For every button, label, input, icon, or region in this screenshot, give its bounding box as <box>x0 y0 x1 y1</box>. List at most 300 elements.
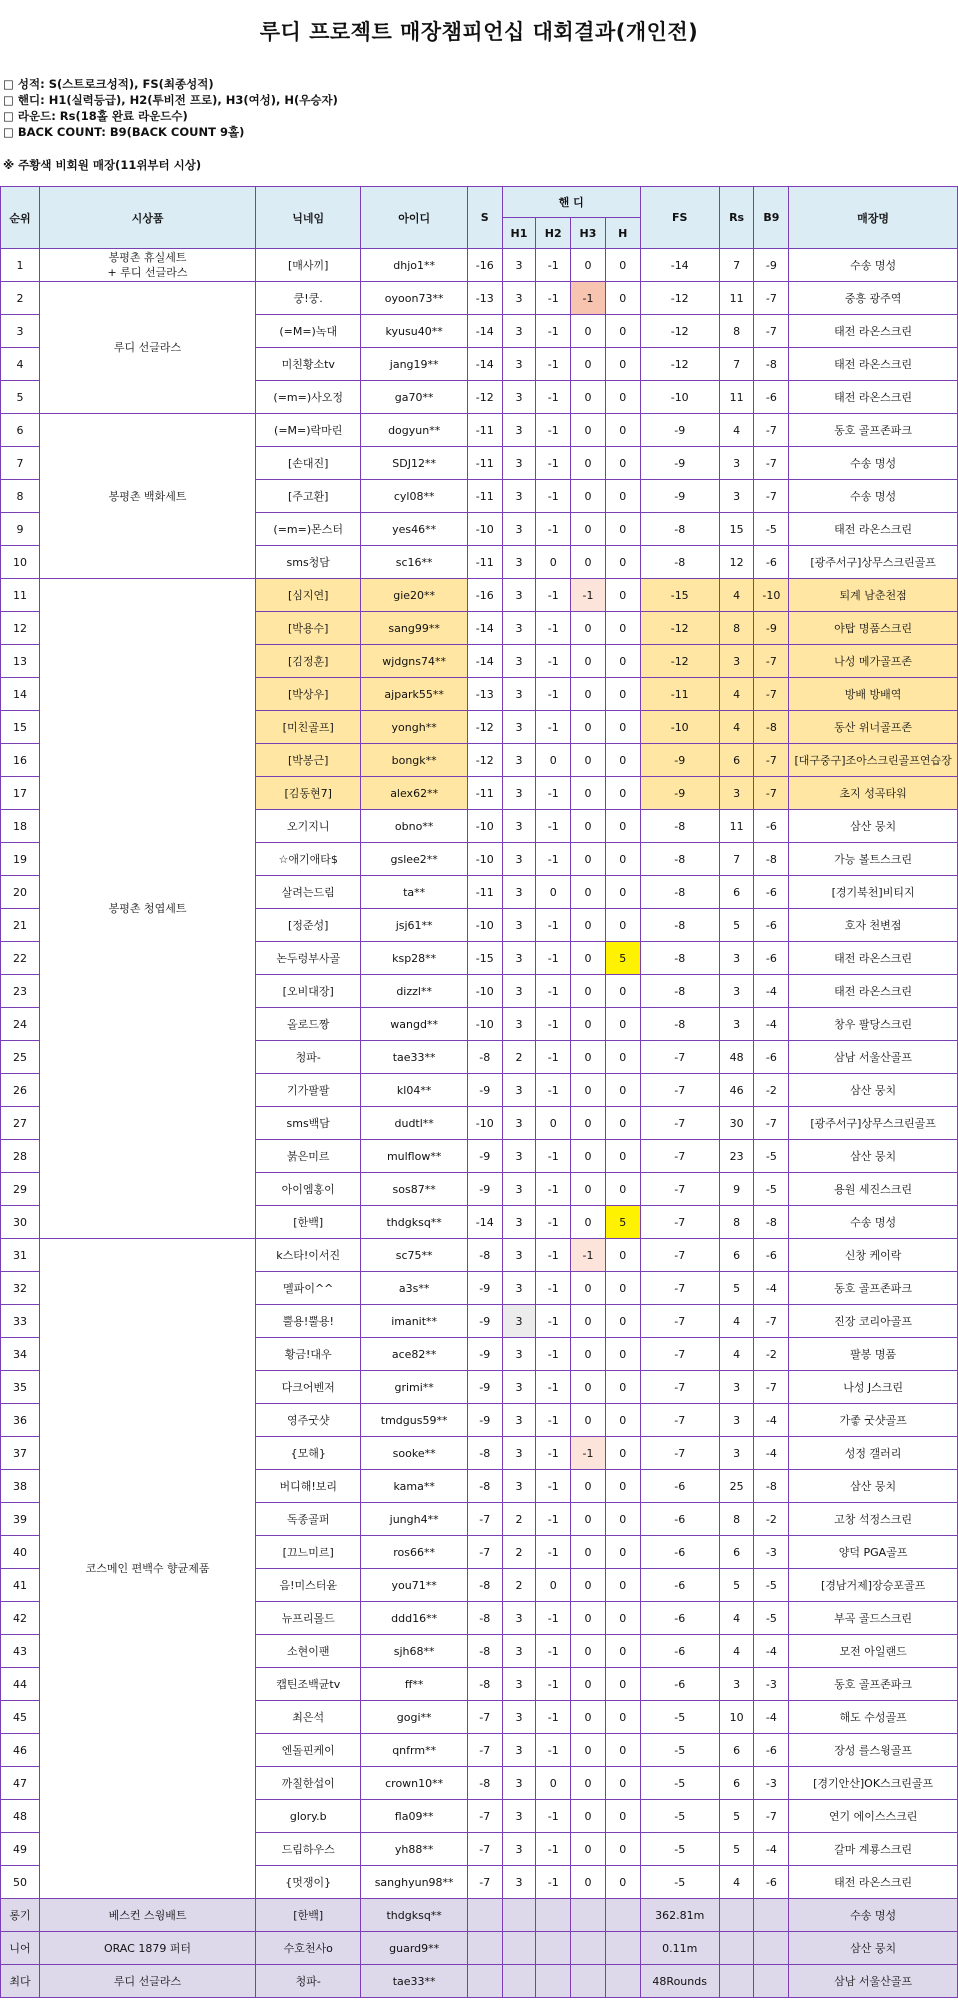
cell-store: [대구중구]조아스크린골프연습장 <box>789 744 958 777</box>
cell-h: 0 <box>605 876 640 909</box>
cell-h2: -1 <box>536 1140 571 1173</box>
col-h: H <box>605 218 640 249</box>
cell-h: 0 <box>605 1833 640 1866</box>
cell-rs: 6 <box>719 1734 754 1767</box>
cell-h: 0 <box>605 1074 640 1107</box>
cell-h1: 3 <box>502 1767 536 1800</box>
cell-h: 0 <box>605 1503 640 1536</box>
cell-h: 0 <box>605 1602 640 1635</box>
cell-h: 0 <box>605 249 640 282</box>
empty-cell <box>571 1965 606 1998</box>
cell-h2: -1 <box>536 810 571 843</box>
empty-cell <box>536 1965 571 1998</box>
cell-fs: -12 <box>640 645 719 678</box>
cell-h: 0 <box>605 381 640 414</box>
empty-cell <box>719 1899 754 1932</box>
cell-rank: 14 <box>1 678 40 711</box>
cell-b9: -4 <box>754 1008 789 1041</box>
special-nickname: [한백] <box>256 1899 361 1932</box>
cell-h3: 0 <box>571 1635 606 1668</box>
cell-id: SDJ12** <box>361 447 467 480</box>
cell-store: 해도 수성골프 <box>789 1701 958 1734</box>
cell-h: 0 <box>605 1635 640 1668</box>
cell-h1: 3 <box>502 513 536 546</box>
cell-h2: -1 <box>536 909 571 942</box>
cell-store: 모전 아일랜드 <box>789 1635 958 1668</box>
cell-nickname: [손대진] <box>256 447 361 480</box>
cell-rs: 11 <box>719 282 754 315</box>
cell-rs: 6 <box>719 1239 754 1272</box>
cell-id: thdgksq** <box>361 1206 467 1239</box>
cell-fs: -7 <box>640 1404 719 1437</box>
cell-s: -8 <box>467 1635 502 1668</box>
cell-h2: -1 <box>536 414 571 447</box>
cell-rank: 47 <box>1 1767 40 1800</box>
cell-b9: -5 <box>754 1140 789 1173</box>
cell-h2: -1 <box>536 1338 571 1371</box>
col-h1: H1 <box>502 218 536 249</box>
cell-rank: 39 <box>1 1503 40 1536</box>
cell-h2: -1 <box>536 1866 571 1899</box>
cell-h1: 3 <box>502 942 536 975</box>
cell-h2: -1 <box>536 348 571 381</box>
cell-id: sanghyun98** <box>361 1866 467 1899</box>
col-prize: 시상품 <box>39 187 255 249</box>
cell-h: 0 <box>605 1470 640 1503</box>
cell-h3: 0 <box>571 1206 606 1239</box>
cell-h3: -1 <box>571 579 606 612</box>
cell-h1: 3 <box>502 876 536 909</box>
cell-fs: -8 <box>640 942 719 975</box>
cell-nickname: [주고환] <box>256 480 361 513</box>
cell-h: 0 <box>605 1800 640 1833</box>
cell-rank: 24 <box>1 1008 40 1041</box>
cell-s: -8 <box>467 1767 502 1800</box>
special-value: 48Rounds <box>640 1965 719 1998</box>
cell-store: 수송 명성 <box>789 249 958 282</box>
cell-rank: 22 <box>1 942 40 975</box>
cell-h1: 3 <box>502 1074 536 1107</box>
cell-store: 삼남 서울산골프 <box>789 1041 958 1074</box>
cell-h1: 3 <box>502 1602 536 1635</box>
cell-h2: -1 <box>536 1635 571 1668</box>
cell-fs: -5 <box>640 1833 719 1866</box>
cell-s: -7 <box>467 1701 502 1734</box>
cell-nickname: [매사끼] <box>256 249 361 282</box>
special-id: thdgksq** <box>361 1899 467 1932</box>
cell-rs: 3 <box>719 777 754 810</box>
legend <box>3 76 338 140</box>
cell-h3: 0 <box>571 1602 606 1635</box>
cell-rs: 15 <box>719 513 754 546</box>
cell-fs: -9 <box>640 447 719 480</box>
col-fs: FS <box>640 187 719 249</box>
cell-fs: -5 <box>640 1866 719 1899</box>
cell-h3: 0 <box>571 1140 606 1173</box>
empty-cell <box>467 1932 502 1965</box>
cell-nickname: 드림하우스 <box>256 1833 361 1866</box>
cell-nickname: glory.b <box>256 1800 361 1833</box>
cell-b9: -7 <box>754 744 789 777</box>
cell-s: -11 <box>467 480 502 513</box>
cell-b9: -4 <box>754 1404 789 1437</box>
cell-h3: 0 <box>571 1470 606 1503</box>
cell-h3: 0 <box>571 480 606 513</box>
cell-rank: 33 <box>1 1305 40 1338</box>
legend-line-score: □ 성적: S(스트로크성적), FS(최종성적) <box>3 77 214 91</box>
cell-rank: 20 <box>1 876 40 909</box>
cell-rank: 48 <box>1 1800 40 1833</box>
col-s: S <box>467 187 502 249</box>
cell-h: 0 <box>605 579 640 612</box>
cell-h1: 3 <box>502 1140 536 1173</box>
cell-nickname: 영주굿샷 <box>256 1404 361 1437</box>
cell-rank: 49 <box>1 1833 40 1866</box>
cell-fs: -9 <box>640 744 719 777</box>
cell-store: 태전 라온스크린 <box>789 942 958 975</box>
cell-h2: -1 <box>536 1008 571 1041</box>
empty-cell <box>502 1932 536 1965</box>
cell-s: -10 <box>467 1008 502 1041</box>
special-awards <box>1 1899 958 1998</box>
cell-h2: -1 <box>536 381 571 414</box>
cell-rank: 29 <box>1 1173 40 1206</box>
special-value: 0.11m <box>640 1932 719 1965</box>
cell-rs: 4 <box>719 579 754 612</box>
cell-rs: 3 <box>719 645 754 678</box>
cell-rs: 6 <box>719 876 754 909</box>
cell-store: 퇴계 남춘천점 <box>789 579 958 612</box>
cell-rs: 4 <box>719 414 754 447</box>
cell-store: 성정 갤러리 <box>789 1437 958 1470</box>
col-store: 매장명 <box>789 187 958 249</box>
cell-h2: -1 <box>536 975 571 1008</box>
cell-fs: -12 <box>640 348 719 381</box>
cell-s: -7 <box>467 1866 502 1899</box>
cell-rank: 1 <box>1 249 40 282</box>
cell-rs: 4 <box>719 1635 754 1668</box>
cell-s: -10 <box>467 909 502 942</box>
cell-s: -8 <box>467 1041 502 1074</box>
cell-id: grimi** <box>361 1371 467 1404</box>
cell-nickname: 뿔용!뿔용! <box>256 1305 361 1338</box>
cell-h2: -1 <box>536 1668 571 1701</box>
cell-rs: 25 <box>719 1470 754 1503</box>
cell-fs: -5 <box>640 1701 719 1734</box>
cell-h1: 3 <box>502 744 536 777</box>
cell-rs: 5 <box>719 1800 754 1833</box>
cell-nickname: (=m=)사오정 <box>256 381 361 414</box>
cell-id: sc16** <box>361 546 467 579</box>
col-h3: H3 <box>571 218 606 249</box>
cell-store: 삼산 뭉치 <box>789 1140 958 1173</box>
cell-id: sc75** <box>361 1239 467 1272</box>
cell-id: kl04** <box>361 1074 467 1107</box>
cell-store: 중흥 광주역 <box>789 282 958 315</box>
cell-rs: 8 <box>719 612 754 645</box>
cell-fs: -6 <box>640 1602 719 1635</box>
cell-h3: 0 <box>571 1668 606 1701</box>
cell-id: wangd** <box>361 1008 467 1041</box>
cell-s: -8 <box>467 1437 502 1470</box>
cell-fs: -7 <box>640 1239 719 1272</box>
cell-rs: 6 <box>719 1536 754 1569</box>
cell-store: 태전 라온스크린 <box>789 975 958 1008</box>
cell-h3: 0 <box>571 447 606 480</box>
cell-store: 야탑 명품스크린 <box>789 612 958 645</box>
cell-rank: 36 <box>1 1404 40 1437</box>
cell-rank: 42 <box>1 1602 40 1635</box>
cell-h3: 0 <box>571 1305 606 1338</box>
cell-store: [광주서구]상무스크린골프 <box>789 546 958 579</box>
cell-h3: 0 <box>571 711 606 744</box>
cell-rank: 18 <box>1 810 40 843</box>
cell-h2: -1 <box>536 480 571 513</box>
cell-fs: -6 <box>640 1668 719 1701</box>
cell-fs: -5 <box>640 1734 719 1767</box>
special-value: 362.81m <box>640 1899 719 1932</box>
cell-h: 5 <box>605 942 640 975</box>
cell-rank: 32 <box>1 1272 40 1305</box>
cell-rank: 6 <box>1 414 40 447</box>
cell-h2: -1 <box>536 1239 571 1272</box>
special-id: guard9** <box>361 1932 467 1965</box>
special-award-row <box>1 1899 958 1932</box>
cell-fs: -11 <box>640 678 719 711</box>
cell-id: gslee2** <box>361 843 467 876</box>
special-award: 니어 <box>1 1932 40 1965</box>
cell-h1: 2 <box>502 1536 536 1569</box>
cell-rs: 8 <box>719 315 754 348</box>
cell-rs: 7 <box>719 843 754 876</box>
cell-h2: 0 <box>536 1569 571 1602</box>
cell-h: 0 <box>605 546 640 579</box>
cell-rs: 8 <box>719 1503 754 1536</box>
cell-h3: 0 <box>571 975 606 1008</box>
cell-b9: -10 <box>754 579 789 612</box>
special-prize: ORAC 1879 퍼터 <box>39 1932 255 1965</box>
cell-h2: 0 <box>536 546 571 579</box>
cell-store: 장성 를스윙골프 <box>789 1734 958 1767</box>
cell-rs: 9 <box>719 1173 754 1206</box>
cell-b9: -2 <box>754 1074 789 1107</box>
col-handicap-group: 핸 디 <box>502 187 640 218</box>
cell-rs: 7 <box>719 348 754 381</box>
cell-h: 0 <box>605 1536 640 1569</box>
cell-nickname: 다크어벤저 <box>256 1371 361 1404</box>
cell-b9: -4 <box>754 1437 789 1470</box>
cell-h3: 0 <box>571 381 606 414</box>
cell-rs: 3 <box>719 1668 754 1701</box>
cell-b9: -3 <box>754 1668 789 1701</box>
cell-store: 호자 천변점 <box>789 909 958 942</box>
empty-cell <box>754 1965 789 1998</box>
cell-h2: -1 <box>536 1602 571 1635</box>
legend-line-round: □ 라운드: Rs(18홀 완료 라운드수) <box>3 109 188 123</box>
cell-s: -7 <box>467 1833 502 1866</box>
cell-h3: 0 <box>571 612 606 645</box>
cell-nickname: 청파- <box>256 1041 361 1074</box>
cell-b9: -8 <box>754 843 789 876</box>
cell-s: -15 <box>467 942 502 975</box>
cell-fs: -12 <box>640 315 719 348</box>
cell-b9: -7 <box>754 1107 789 1140</box>
cell-fs: -6 <box>640 1569 719 1602</box>
empty-cell <box>536 1932 571 1965</box>
cell-h: 0 <box>605 1437 640 1470</box>
cell-store: 나성 메가골프존 <box>789 645 958 678</box>
cell-h2: -1 <box>536 1437 571 1470</box>
cell-h1: 3 <box>502 447 536 480</box>
cell-id: sos87** <box>361 1173 467 1206</box>
cell-fs: -8 <box>640 843 719 876</box>
cell-h: 0 <box>605 1338 640 1371</box>
cell-s: -11 <box>467 414 502 447</box>
cell-h: 0 <box>605 843 640 876</box>
cell-store: 수송 명성 <box>789 480 958 513</box>
cell-h3: 0 <box>571 1734 606 1767</box>
cell-rs: 5 <box>719 1272 754 1305</box>
cell-id: obno** <box>361 810 467 843</box>
cell-h2: -1 <box>536 777 571 810</box>
cell-rank: 30 <box>1 1206 40 1239</box>
cell-b9: -8 <box>754 1470 789 1503</box>
cell-store: 갈마 계룡스크린 <box>789 1833 958 1866</box>
col-b9: B9 <box>754 187 789 249</box>
cell-h: 0 <box>605 414 640 447</box>
cell-h1: 3 <box>502 1635 536 1668</box>
cell-nickname: 캡틴조백균tv <box>256 1668 361 1701</box>
cell-rank: 23 <box>1 975 40 1008</box>
cell-h1: 3 <box>502 975 536 1008</box>
cell-h3: -1 <box>571 282 606 315</box>
cell-id: ajpark55** <box>361 678 467 711</box>
cell-nickname: [미친골프] <box>256 711 361 744</box>
cell-h: 0 <box>605 1239 640 1272</box>
results-table <box>0 186 958 1998</box>
cell-rs: 4 <box>719 1338 754 1371</box>
cell-nickname: [박상우] <box>256 678 361 711</box>
cell-fs: -8 <box>640 546 719 579</box>
cell-id: cyl08** <box>361 480 467 513</box>
cell-fs: -7 <box>640 1305 719 1338</box>
cell-b9: -6 <box>754 810 789 843</box>
cell-rank: 2 <box>1 282 40 315</box>
cell-s: -10 <box>467 513 502 546</box>
cell-rank: 8 <box>1 480 40 513</box>
cell-b9: -7 <box>754 777 789 810</box>
nonmember-note: ※ 주황색 비회원 매장(11위부터 시상) <box>3 158 202 172</box>
cell-h3: 0 <box>571 1404 606 1437</box>
cell-nickname: ☆애기애타$ <box>256 843 361 876</box>
cell-rank: 12 <box>1 612 40 645</box>
cell-b9: -6 <box>754 1866 789 1899</box>
cell-b9: -5 <box>754 1602 789 1635</box>
cell-nickname: 독종골퍼 <box>256 1503 361 1536</box>
cell-h3: 0 <box>571 942 606 975</box>
cell-h1: 3 <box>502 1239 536 1272</box>
cell-h3: 0 <box>571 1569 606 1602</box>
cell-h: 0 <box>605 1866 640 1899</box>
cell-s: -10 <box>467 1107 502 1140</box>
cell-store: [경기북천]비티지 <box>789 876 958 909</box>
cell-fs: -7 <box>640 1041 719 1074</box>
cell-h: 0 <box>605 1767 640 1800</box>
cell-h: 0 <box>605 711 640 744</box>
cell-rs: 4 <box>719 1305 754 1338</box>
cell-h1: 2 <box>502 1503 536 1536</box>
cell-h: 0 <box>605 645 640 678</box>
special-store: 수송 명성 <box>789 1899 958 1932</box>
cell-nickname: 까칠한섭이 <box>256 1767 361 1800</box>
cell-fs: -7 <box>640 1371 719 1404</box>
cell-store: 고창 석정스크린 <box>789 1503 958 1536</box>
cell-h3: 0 <box>571 1767 606 1800</box>
cell-id: tmdgus59** <box>361 1404 467 1437</box>
cell-rs: 3 <box>719 1008 754 1041</box>
cell-s: -9 <box>467 1338 502 1371</box>
cell-fs: -15 <box>640 579 719 612</box>
cell-id: kama** <box>361 1470 467 1503</box>
special-id: tae33** <box>361 1965 467 1998</box>
cell-rank: 40 <box>1 1536 40 1569</box>
cell-rs: 4 <box>719 1602 754 1635</box>
cell-store: 초지 성곡타워 <box>789 777 958 810</box>
cell-store: 삼산 뭉치 <box>789 1470 958 1503</box>
table-row <box>1 414 958 447</box>
cell-fs: -7 <box>640 1107 719 1140</box>
cell-store: 수송 명성 <box>789 1206 958 1239</box>
cell-fs: -12 <box>640 282 719 315</box>
cell-fs: -8 <box>640 810 719 843</box>
cell-s: -14 <box>467 612 502 645</box>
cell-h3: 0 <box>571 1833 606 1866</box>
cell-h1: 3 <box>502 546 536 579</box>
cell-h: 0 <box>605 1107 640 1140</box>
cell-b9: -7 <box>754 1305 789 1338</box>
cell-h: 0 <box>605 810 640 843</box>
cell-rank: 9 <box>1 513 40 546</box>
cell-store: 태전 라온스크린 <box>789 1866 958 1899</box>
cell-h3: 0 <box>571 348 606 381</box>
cell-rs: 4 <box>719 678 754 711</box>
cell-h2: -1 <box>536 447 571 480</box>
cell-h2: -1 <box>536 1305 571 1338</box>
cell-fs: -10 <box>640 711 719 744</box>
cell-id: dogyun** <box>361 414 467 447</box>
cell-h1: 3 <box>502 843 536 876</box>
cell-h3: 0 <box>571 1041 606 1074</box>
cell-h3: -1 <box>571 1437 606 1470</box>
cell-id: crown10** <box>361 1767 467 1800</box>
cell-rank: 41 <box>1 1569 40 1602</box>
cell-s: -9 <box>467 1173 502 1206</box>
cell-h: 0 <box>605 1371 640 1404</box>
cell-fs: -8 <box>640 1008 719 1041</box>
prize-cell: 봉평촌 백화세트 <box>39 414 255 579</box>
cell-rs: 4 <box>719 711 754 744</box>
cell-rank: 15 <box>1 711 40 744</box>
cell-b9: -4 <box>754 1701 789 1734</box>
cell-fs: -6 <box>640 1503 719 1536</box>
cell-rs: 5 <box>719 1833 754 1866</box>
table-body <box>1 249 958 1899</box>
cell-h1: 3 <box>502 249 536 282</box>
cell-rank: 28 <box>1 1140 40 1173</box>
cell-nickname: [김정훈] <box>256 645 361 678</box>
cell-store: 신창 케이락 <box>789 1239 958 1272</box>
cell-store: 삼산 뭉치 <box>789 1074 958 1107</box>
